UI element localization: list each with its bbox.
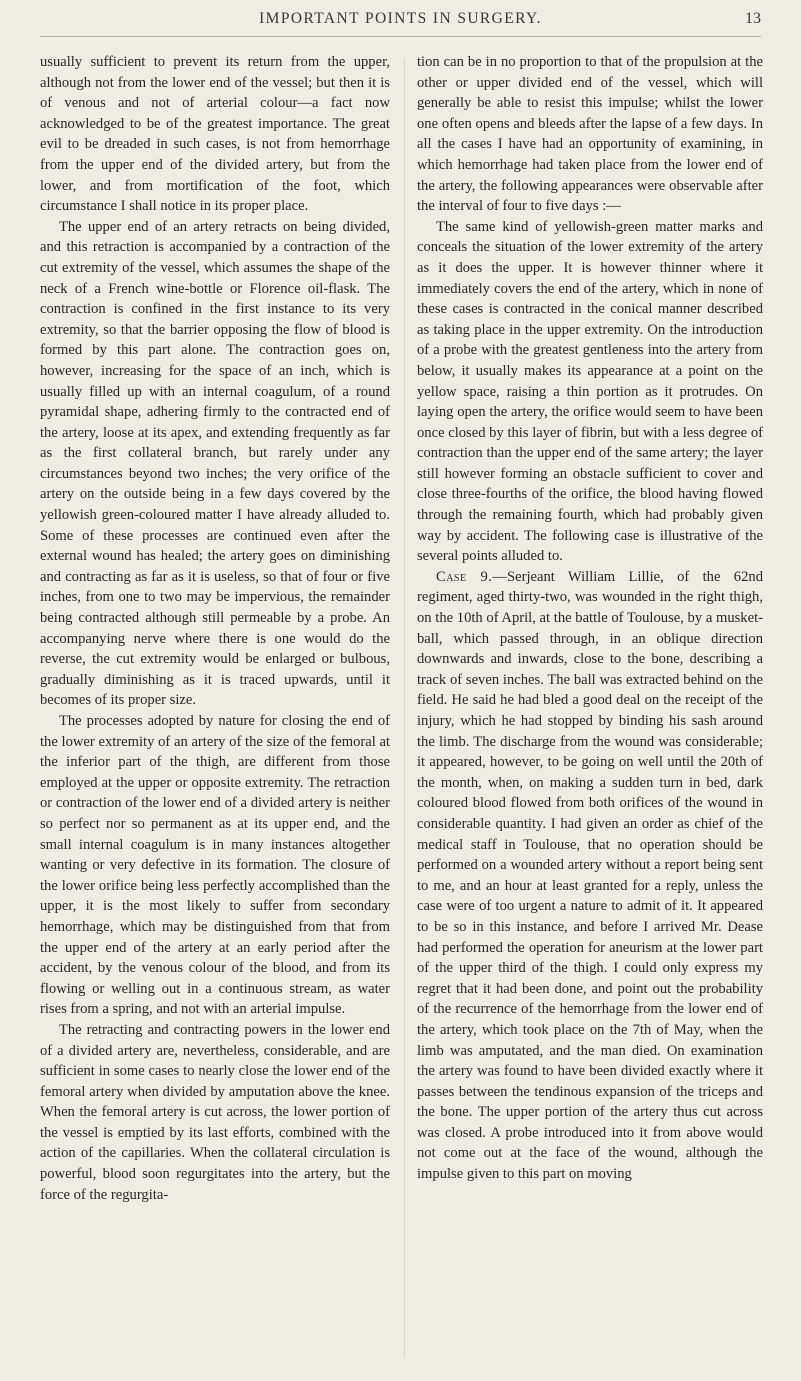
paragraph: The retracting and contracting powers in the lower end of a divided artery are, nevertheless, considerable, and are sufficient in some cases to nearly close the lower end of the femoral artery when divided by amputation above the knee. When the femoral artery is cut across, the lower portion of the vessel is emptied by its last efforts, combined with the action of the capillaries. When the collateral circulation is powerful, blood soon regurgitates into the artery, but the force of the regurgita- xyxy=(40,1021,390,1203)
paragraph: The same kind of yellowish-green matter marks and conceals the situation of the lower extremity of the artery as it does the upper. It is however thinner where it immediately covers the end of the artery, which in none of these cases is contracted in the conical manner described as taking place in the upper extremity. On the introduction of a probe with the greatest gentleness into the artery from below, it usually makes its appearance at a point on the yellow space, raising a thin portion as it protrudes. On laying open the artery, the orifice would seem to have been once closed by this layer of fibrin, but with a less degree of contraction than the upper end of the same artery; the layer still however forming an obstacle sufficient to cover and close three-fourths of the orifice, the blood having flowed through the remaining fourth, which had probably given way by accident. The following case is illustrative of the several points alluded to. xyxy=(417,218,763,565)
header-rule xyxy=(40,36,761,37)
case-text: —Serjeant William Lillie, of the 62nd regiment, aged thirty-two, was wounded in the right thigh, on the 10th of April, at the battle of Toulouse, by a musket-ball, which passed through, in an oblique direction downwards and inwards, close to the bone, describing a track of seven inches. The ball was extracted behind on the field. He said he had bled a good deal on the receipt of the injury, which he had stopped by binding his sash around the limb. The discharge from the wound was considerable; it appeared, however, to be going on well until the 20th of the month, when, on making a sudden turn in bed, dark coloured blood flowed from both orifices of the wound in considerable quantity. I had given an order as chief of the medical staff in Toulouse, that no operation should be performed on a wounded artery without a report being sent to me, and an hour at least granted for a reply, unless the case were of too urgent a nature to admit of it. It appeared to be so in this instance, and before I arrived Mr. Dease had performed the operation for aneurism at the lower part of the upper third of the thigh. I could only express my regret that it had been done, and point out the probability of the recurrence of the hemorrhage from the lower end of the artery, which took place on the 7th of May, when the limb was amputated, and the man died. On examination the artery was found to have been divided exactly where it passes between the tendinous expansion of the triceps and the bone. The upper portion of the artery thus cut across was closed. A probe introduced into it from above would not come out at the face of the wound, although the impulse given to this part on moving xyxy=(417,568,763,1183)
running-head: IMPORTANT POINTS IN SURGERY. xyxy=(259,10,542,27)
case-paragraph xyxy=(417,567,763,1185)
case-label: Case 9. xyxy=(435,568,493,585)
page-number: 13 xyxy=(745,10,761,27)
left-column xyxy=(40,52,390,1205)
right-column xyxy=(417,52,763,1185)
paragraph: tion can be in no proportion to that of the propulsion at the other or upper divided end of the vessel, which will generally be able to resist this impulse; whilst the lower one often opens and bleeds after the lapse of a few days. In all the cases I have had an opportunity of examining, in which hemorrhage had taken place from the lower end of the artery, the following appearances were observable after the interval of four to five days :— xyxy=(417,54,763,215)
page-header xyxy=(40,10,761,44)
column-divider xyxy=(404,58,405,1358)
paragraph: usually sufficient to prevent its return from the upper, although not from the lower end of the vessel; but then it is of venous and not of arterial colour—a fact now acknowledged to be of the greatest importance. The great evil to be dreaded in such cases, is not from hemorrhage from the upper end of the divided artery, but from the lower, and from mortification of the foot, which circumstance I shall notice in its proper place. xyxy=(40,54,390,215)
paragraph: The upper end of an artery retracts on being divided, and this retraction is accompanied by a contraction of the cut extremity of the vessel, which assumes the shape of the neck of a French wine-bottle or Florence oil-flask. The contraction is confined in the first instance to its very extremity, so that the barrier opposing the flow of blood is formed by this part alone. The contraction goes on, however, increasing for the space of an inch, which is usually filled up with an internal coagulum, of a round pyramidal shape, adhering firmly to the contracted end of the artery, loose at its apex, and extending frequently as far as the first collateral branch, but rarely under any circumstances beyond two inches; the very orifice of the artery on the outside being in a few days covered by the yellowish green-coloured matter I have already alluded to. Some of these processes are continued even after the external wound has healed; the artery goes on diminishing and contracting as far as it is useless, so that of four or five inches, from one to two may be impervious, the remainder being contracted although still permeable by a probe. An accompanying nerve where there is one would do the reverse, the cut extremity would be enlarged or bulbous, gradually diminishing as it is traced upwards, until it becomes of its proper size. xyxy=(40,218,390,709)
paragraph: The processes adopted by nature for closing the end of the lower extremity of an artery of the size of the femoral at the inferior part of the thigh, are different from those employed at the upper or opposite extremity. The retraction or contraction of the lower end of a divided artery is neither so perfect nor so permanent as at its upper end, and the small internal coagulum is in many instances altogether wanting or very defective in its formation. The closure of the lower orifice being less perfectly accomplished than the upper, it is the most likely to suffer from secondary hemorrhage, which may be distinguished from that from the upper end of the artery at an early period after the accident, by the venous colour of the blood, and from its flowing or welling out in a continuous stream, as water rises from a spring, and not with an arterial impulse. xyxy=(40,713,390,1018)
